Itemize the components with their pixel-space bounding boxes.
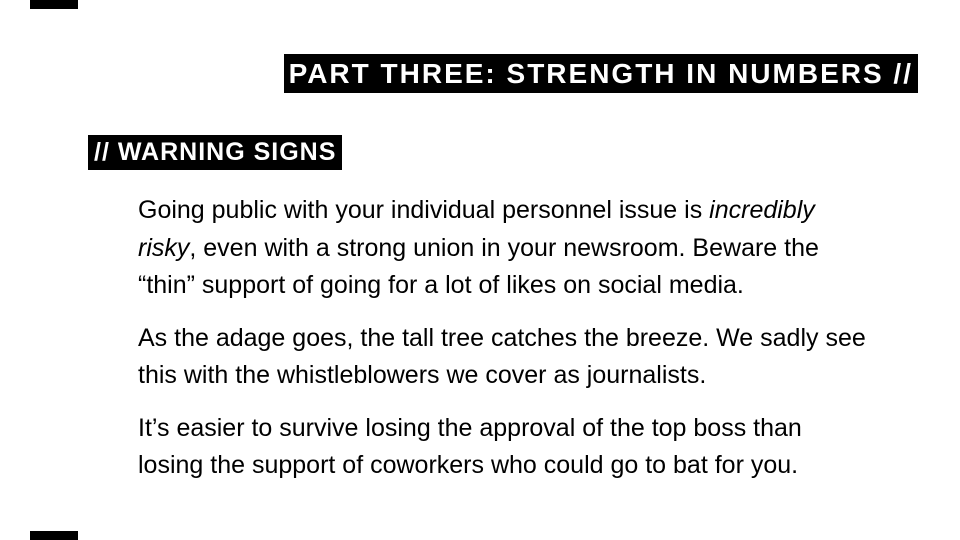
text-segment: , even with a strong union in your newsroom. Beware the [189,233,819,262]
body-paragraph [138,192,928,305]
body-paragraph [138,410,928,485]
emphasis-text: incredibly [709,196,815,224]
text-segment: “thin” support of going for a lot of likes on social media. [138,271,744,299]
body-text [138,192,928,500]
body-line [138,192,928,230]
body-line [138,447,928,485]
text-segment: losing the support of coworkers who could go to bat for you. [138,451,799,479]
adjacent-slide-fragment-bottom [30,531,78,540]
emphasis-text: risky [138,233,190,262]
body-line [138,357,928,395]
text-segment: this with the whistleblowers we cover as journalists. [138,361,707,389]
slide-title: PART THREE: STRENGTH IN NUMBERS // [284,54,918,93]
body-line [138,320,928,358]
body-line [138,410,928,448]
adjacent-slide-fragment-top [30,0,78,9]
section-heading: // WARNING SIGNS [88,135,342,170]
body-line [138,230,928,268]
text-segment: It’s easier to survive losing the approval of the top boss than [138,413,802,442]
body-paragraph [138,320,928,395]
body-line [138,267,928,305]
text-segment: Going public with your individual personnel issue is [138,196,710,224]
text-segment: As the adage goes, the tall tree catches the breeze. We sadly see [138,323,866,352]
